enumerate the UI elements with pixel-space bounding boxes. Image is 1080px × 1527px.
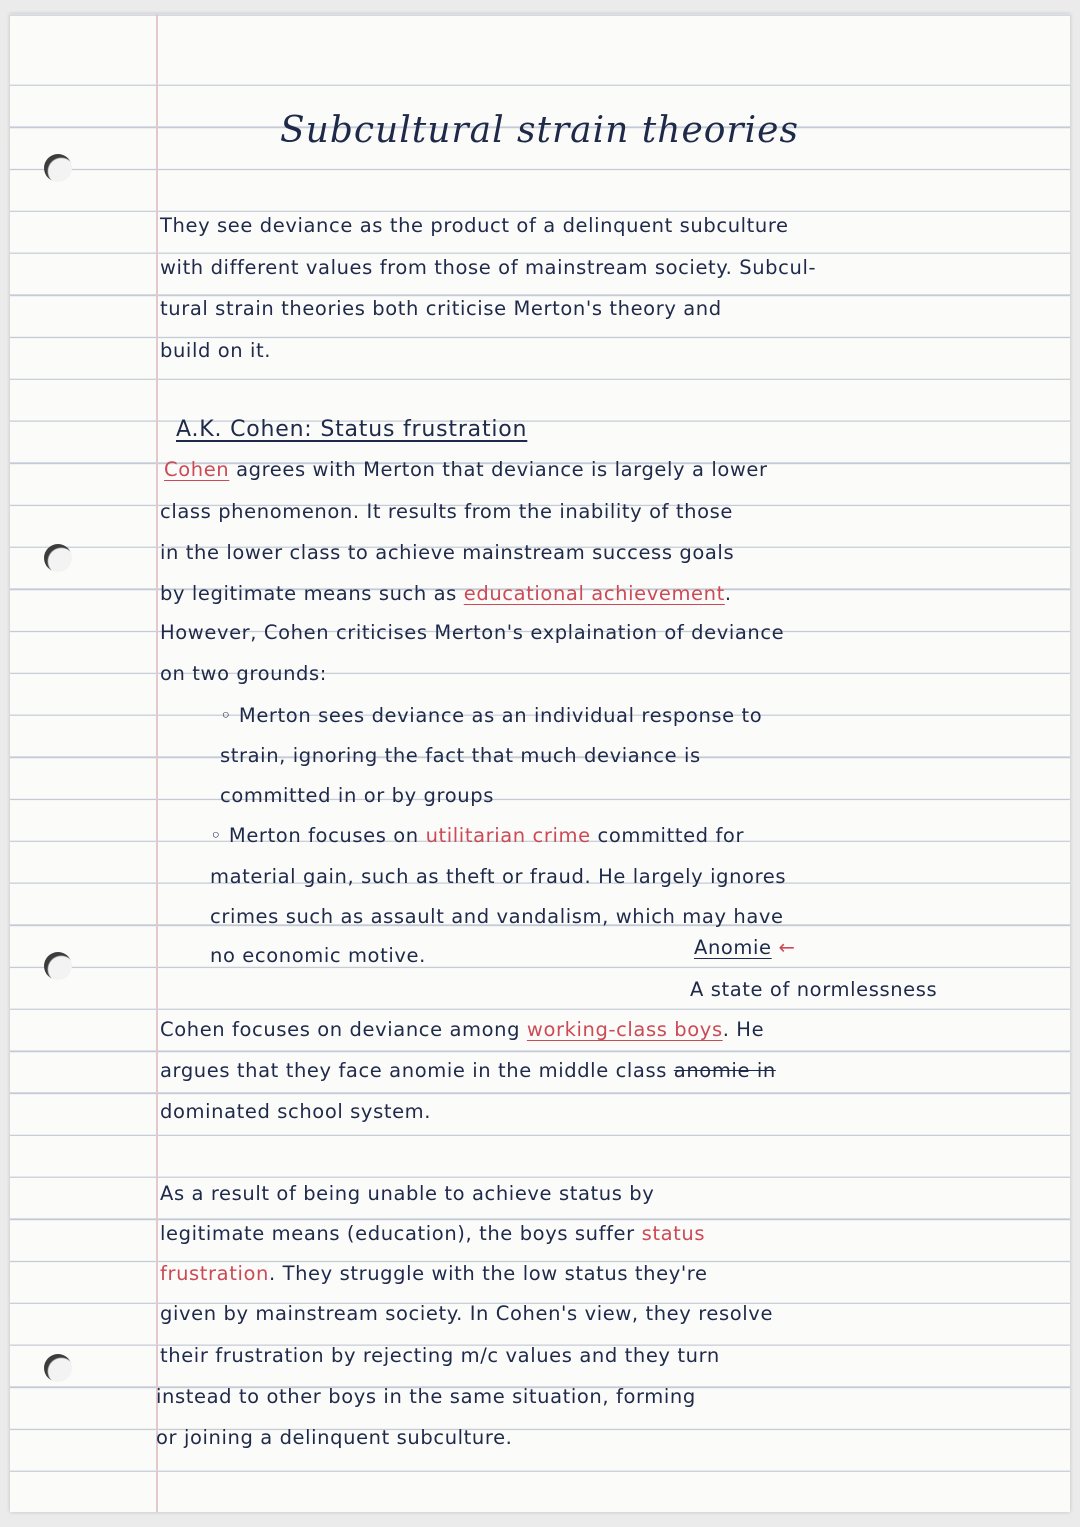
bullet-2-end: committed for (590, 824, 745, 847)
p2-line-1-end: . He (722, 1018, 765, 1041)
note-anomie (694, 936, 795, 959)
bullet-1-line-1: ◦ Merton sees deviance as an individual response to (220, 704, 763, 727)
p2-line-2 (160, 1059, 776, 1082)
notebook-page (10, 14, 1070, 1512)
bullet-1-line-2: strain, ignoring the fact that much deviance is (220, 744, 701, 767)
punch-hole-icon (44, 544, 72, 572)
p1-line-4-end: . (724, 582, 732, 605)
p1-line-2: class phenomenon. It results from the inability of those (160, 500, 733, 523)
intro-line-2: with different values from those of mainstream society. Subcul- (160, 256, 817, 279)
bullet-2-start: ◦ Merton focuses on (210, 824, 426, 847)
p1-line-5: However, Cohen criticises Merton's explaination of deviance (160, 621, 785, 644)
p1-line-4 (160, 582, 732, 605)
struck-text: anomie in (673, 1059, 776, 1082)
p1-line-1 (164, 458, 768, 481)
punch-hole-icon (44, 154, 72, 182)
bullet-2-line-1 (210, 824, 744, 847)
bullet-2-line-3: crimes such as assault and vandalism, which may have (210, 905, 784, 928)
p2-line-2-start: argues that they face anomie in the middle class (160, 1059, 674, 1082)
p3-line-1: As a result of being unable to achieve status by (160, 1182, 655, 1205)
note-definition: A state of normlessness (690, 978, 938, 1001)
p2-line-3: dominated school system. (160, 1100, 432, 1123)
p3-line-4: given by mainstream society. In Cohen's view, they resolve (160, 1302, 774, 1325)
punch-hole-icon (44, 1354, 72, 1382)
p2-line-1-start: Cohen focuses on deviance among (160, 1018, 527, 1041)
highlight-frustration: frustration (160, 1262, 269, 1285)
page-title: Subcultural strain theories (280, 110, 799, 151)
section-heading: A.K. Cohen: Status frustration (176, 417, 528, 442)
bullet-1-line-3: committed in or by groups (220, 784, 494, 807)
p1-line-4-start: by legitimate means such as (160, 582, 464, 605)
bullet-2-line-2: material gain, such as theft or fraud. He largely ignores (210, 865, 787, 888)
highlight-status: status (641, 1222, 706, 1245)
intro-line-3: tural strain theories both criticise Merton's theory and (160, 297, 722, 320)
intro-line-1: They see deviance as the product of a delinquent subculture (160, 214, 789, 237)
margin-line (156, 14, 158, 1512)
p3-line-7: or joining a delinquent subculture. (156, 1426, 513, 1449)
p3-line-6: instead to other boys in the same situation, forming (156, 1385, 696, 1408)
highlight-utilitarian-crime: utilitarian crime (425, 824, 591, 847)
p1-line-6: on two grounds: (160, 662, 327, 685)
punch-hole-icon (44, 952, 72, 980)
p2-line-1 (160, 1018, 764, 1041)
highlight-educational-achievement: educational achievement (463, 582, 725, 605)
note-term: Anomie (694, 936, 772, 959)
p3-line-2 (160, 1222, 705, 1245)
p3-line-5: their frustration by rejecting m/c values and they turn (160, 1344, 720, 1367)
p1-line-1-text: agrees with Merton that deviance is largely a lower (229, 458, 768, 481)
p3-line-3 (160, 1262, 708, 1285)
p3-line-3-rest: . They struggle with the low status they're (268, 1262, 708, 1285)
highlight-cohen: Cohen (164, 458, 230, 481)
highlight-working-class-boys: working-class boys (526, 1018, 723, 1041)
p1-line-3: in the lower class to achieve mainstream success goals (160, 541, 735, 564)
p3-line-2-start: legitimate means (education), the boys suffer (160, 1222, 642, 1245)
intro-line-4: build on it. (160, 339, 272, 362)
bullet-2-line-4: no economic motive. (210, 944, 426, 967)
arrow-left-icon: ← (778, 936, 796, 959)
